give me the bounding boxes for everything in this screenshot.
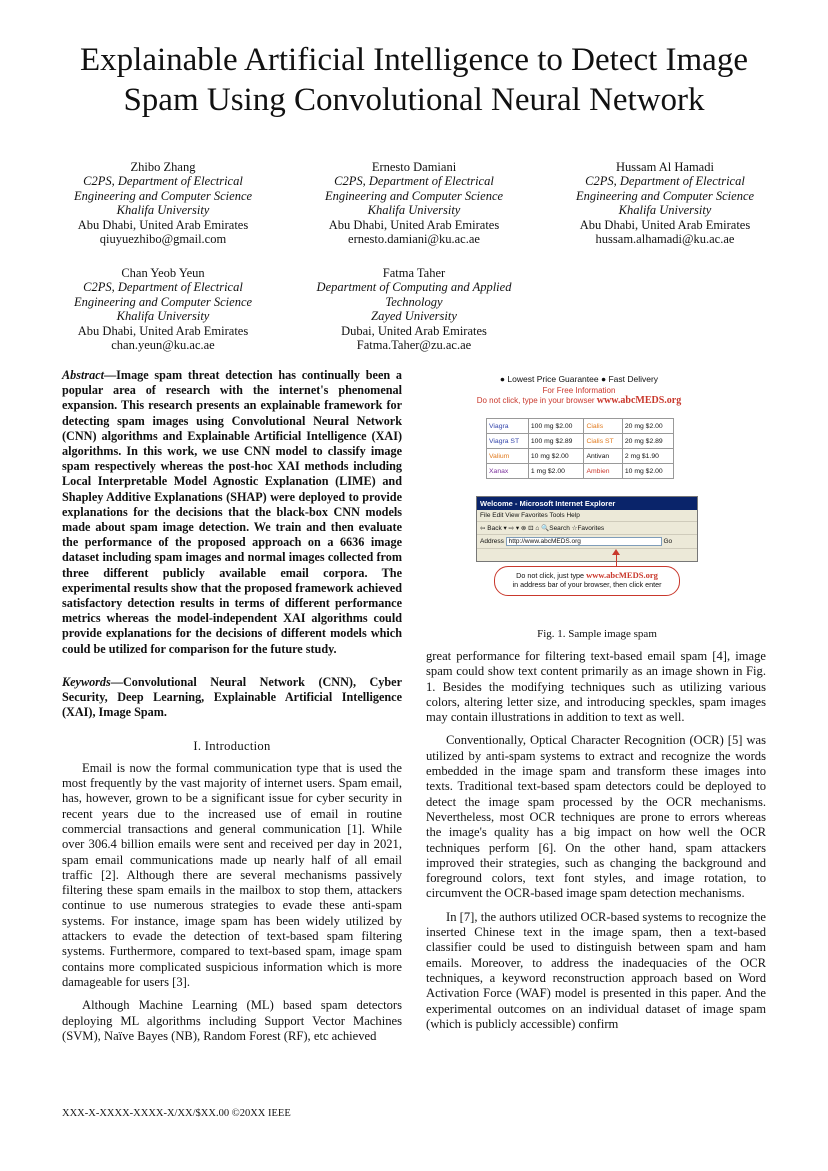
price-table — [486, 418, 674, 479]
abstract-text: —Image spam threat detection has continually been a popular area of research with the internet's phenomenal expansion. This research presents an explainable framework for detecting spam images using Convolutional Neural Network (CNN) algorithms and Explainable Artificial Intelligence (XAI) algorithms. In this work, we use CNN model to classify image spam respectively whereas the post-hoc XAI methods including Local Interpretable Model Agnostic Explanation (LIME) and Shapley Additive Explanations (SHAP) were deployed to provide explanations for the decisions that the black-box CNN models made about spam image detection. We train and then evaluate the performance of the proposed approach on a 6636 image dataset including spam images and normal images collected from three different publicly available email corpora. The experimental results show that the proposed framework achieved satisfactory detection results in terms of different performance metrics whereas the model-independent XAI algorithms could provide explanations for the decisions of different models which could be utilized for comparison for the future study. — [62, 368, 402, 656]
author-university: Khalifa University — [116, 203, 210, 218]
table-cell: Xanax — [487, 464, 529, 479]
table-row — [487, 434, 674, 449]
table-cell: 100 mg $2.00 — [528, 419, 584, 434]
left-column — [62, 368, 402, 1052]
author-email: chan.yeun@ku.ac.ae — [111, 338, 215, 353]
author-location: Dubai, United Arab Emirates — [341, 323, 487, 338]
table-cell: 100 mg $2.89 — [528, 434, 584, 449]
table-cell: 10 mg $2.00 — [622, 464, 673, 479]
author-dept: Engineering and Computer Science — [575, 188, 755, 203]
author-block — [38, 266, 288, 352]
author-university: Khalifa University — [116, 309, 210, 324]
abstract-label: Abstract — [62, 368, 104, 382]
browser-address-row — [477, 535, 697, 549]
table-cell: Antivan — [584, 449, 622, 464]
figure-caption: Fig. 1. Sample image spam — [537, 628, 657, 640]
author-university: Khalifa University — [367, 203, 461, 218]
author-dept: Department of Computing and Applied — [316, 280, 512, 295]
author-dept: Technology — [385, 294, 443, 309]
author-name: Zhibo Zhang — [130, 160, 196, 174]
author-dept: Engineering and Computer Science — [324, 188, 504, 203]
table-cell: 1 mg $2.00 — [528, 464, 584, 479]
author-email: qiuyuezhibo@gmail.com — [99, 232, 227, 247]
author-location: Abu Dhabi, United Arab Emirates — [77, 217, 249, 232]
table-cell: Cialis — [584, 419, 622, 434]
body-paragraph: Although Machine Learning (ML) based spam detectors deploying ML algorithms including Support Vector Machines (SVM), Naïve Bayes (NB), Random Forest (RF), etc achieved — [62, 998, 402, 1043]
copyright-footer: XXX-X-XXXX-XXXX-X/XX/$XX.00 ©20XX IEEE — [62, 1108, 291, 1119]
table-cell: Viagra ST — [487, 434, 529, 449]
author-dept: Engineering and Computer Science — [73, 294, 253, 309]
abstract — [62, 368, 402, 657]
table-cell: 20 mg $2.89 — [622, 434, 673, 449]
body-paragraph: Conventionally, Optical Character Recognition (OCR) [5] was utilized by anti-spam systems to extract and recognize the words embedded in the image spam and transform these images into texts. Traditional text-based spam detectors could be deployed to detect the image spam processed by the OCR mechanisms. Nevertheless, most OCR techniques are prone to errors whereas the image's quality has a big impact on how well the OCR techniques perform [6]. On the other hand, spam attackers improved their strategies, such as changing the background and foreground colors, text font styles, and image rotation, to circumvent the OCR-based image spam detection mechanisms. — [426, 733, 766, 901]
table-cell: 2 mg $1.90 — [622, 449, 673, 464]
arrowhead-icon — [612, 549, 620, 555]
address-label: Address — [480, 538, 504, 545]
author-university: Khalifa University — [618, 203, 712, 218]
author-name: Hussam Al Hamadi — [616, 160, 714, 174]
author-email: Fatma.Taher@zu.ac.ae — [356, 338, 472, 353]
browser-menu: File Edit View Favorites Tools Help — [477, 510, 697, 522]
author-name: Ernesto Damiani — [371, 160, 457, 174]
figure-instruction — [440, 395, 718, 406]
author-dept: C2PS, Department of Electrical — [83, 174, 243, 189]
go-label: Go — [663, 538, 673, 545]
author-name: Chan Yeob Yeun — [121, 266, 205, 280]
author-block — [540, 160, 790, 246]
author-email: ernesto.damiani@ku.ac.ae — [348, 232, 480, 247]
author-block — [289, 160, 539, 246]
browser-titlebar: Welcome - Microsoft Internet Explorer — [477, 497, 697, 510]
table-cell: 10 mg $2.00 — [528, 449, 584, 464]
author-email: hussam.alhamadi@ku.ac.ae — [595, 232, 735, 247]
right-column — [426, 649, 766, 1040]
section-heading: I. Introduction — [193, 739, 271, 754]
author-block — [289, 266, 539, 352]
keywords-text: —Convolutional Neural Network (CNN), Cyber Security, Deep Learning, Explainable Artificial Intelligence (XAI), Image Spam. — [62, 674, 402, 720]
body-paragraph: Email is now the formal communication type that is used the most frequently by the vast majority of internet users. Spam email, has, however, grown to be a significant issue for cyber security in recent years due to the increased use of email in routine commercial transactions and general communication [1]. While over 306.4 billion emails were sent and received per day in 2021, spam email communications made up nearly half of all email traffic [2]. Although there are several mechanisms passively filtering these spam emails in the mailbox to stop them, attackers continue to use numerous strategies to evade these anti-spam systems. For instance, image spam has been widely utilized by attackers to evade the detection of text-based spam filtering systems. Furthermore, compared to text-based spam, image spam contains more complicated suspicious information which is more damageable for users [3]. — [62, 760, 402, 989]
author-name: Fatma Taher — [382, 266, 446, 280]
spam-figure — [440, 368, 718, 602]
author-dept: C2PS, Department of Electrical — [585, 174, 745, 189]
table-cell: Viagra — [487, 419, 529, 434]
author-dept: C2PS, Department of Electrical — [83, 280, 243, 295]
address-field: http://www.abcMEDS.org — [506, 537, 662, 546]
table-cell: 20 mg $2.00 — [622, 419, 673, 434]
figure-callout — [494, 566, 680, 596]
body-paragraph: In [7], the authors utilized OCR-based systems to recognize the inserted Chinese text in the image spam, then a text-based classifier could be used to distinguish between spam and ham emails. Moreover, to address the inadequacies of the OCR techniques, a keyword reconstruction approach based on Word Activation Force (WAF) model is presented in this paper. And the experimental outcomes on an individual dataset of image spam (which is publicly accessible) confirm — [426, 909, 766, 1031]
keywords-label: Keywords — [62, 674, 111, 689]
figure-info: For Free Information — [542, 386, 616, 395]
callout-text: Do not click, just type — [516, 571, 585, 580]
table-row — [487, 419, 674, 434]
keywords — [62, 675, 402, 721]
author-university: Zayed University — [371, 309, 457, 324]
table-row — [487, 449, 674, 464]
browser-toolbar: ⇦ Back ▾ ⇨ ▾ ⊗ ⊡ ⌂ 🔍Search ☆Favorites — [477, 522, 697, 535]
author-block — [38, 160, 288, 246]
author-dept: Engineering and Computer Science — [73, 188, 253, 203]
table-cell: Ambien — [584, 464, 622, 479]
browser-window — [476, 496, 698, 562]
paper-title: Explainable Artificial Intelligence to Detect Image Spam Using Convolutional Neural Network — [80, 42, 748, 118]
figure-banner: ● Lowest Price Guarantee ● Fast Delivery — [499, 374, 659, 384]
callout-url: www.abcMEDS.org — [586, 570, 658, 580]
figure-instruction-text: Do not click, type in your browser — [476, 396, 595, 405]
figure-url: www.abcMEDS.org — [596, 395, 682, 406]
author-location: Abu Dhabi, United Arab Emirates — [579, 217, 751, 232]
author-location: Abu Dhabi, United Arab Emirates — [77, 323, 249, 338]
table-cell: Valium — [487, 449, 529, 464]
callout-text: in address bar of your browser, then click enter — [512, 580, 662, 589]
table-cell: Cialis ST — [584, 434, 622, 449]
body-paragraph: great performance for filtering text-based email spam [4], image spam could show text content primarily as an image shown in Fig. 1. Besides the modifying techniques such as utilizing various colors, altering letter size, and introducing speckles, spam images may contain illustrations in addition to text as well. — [426, 649, 766, 725]
author-location: Abu Dhabi, United Arab Emirates — [328, 217, 500, 232]
table-row — [487, 464, 674, 479]
author-dept: C2PS, Department of Electrical — [334, 174, 494, 189]
